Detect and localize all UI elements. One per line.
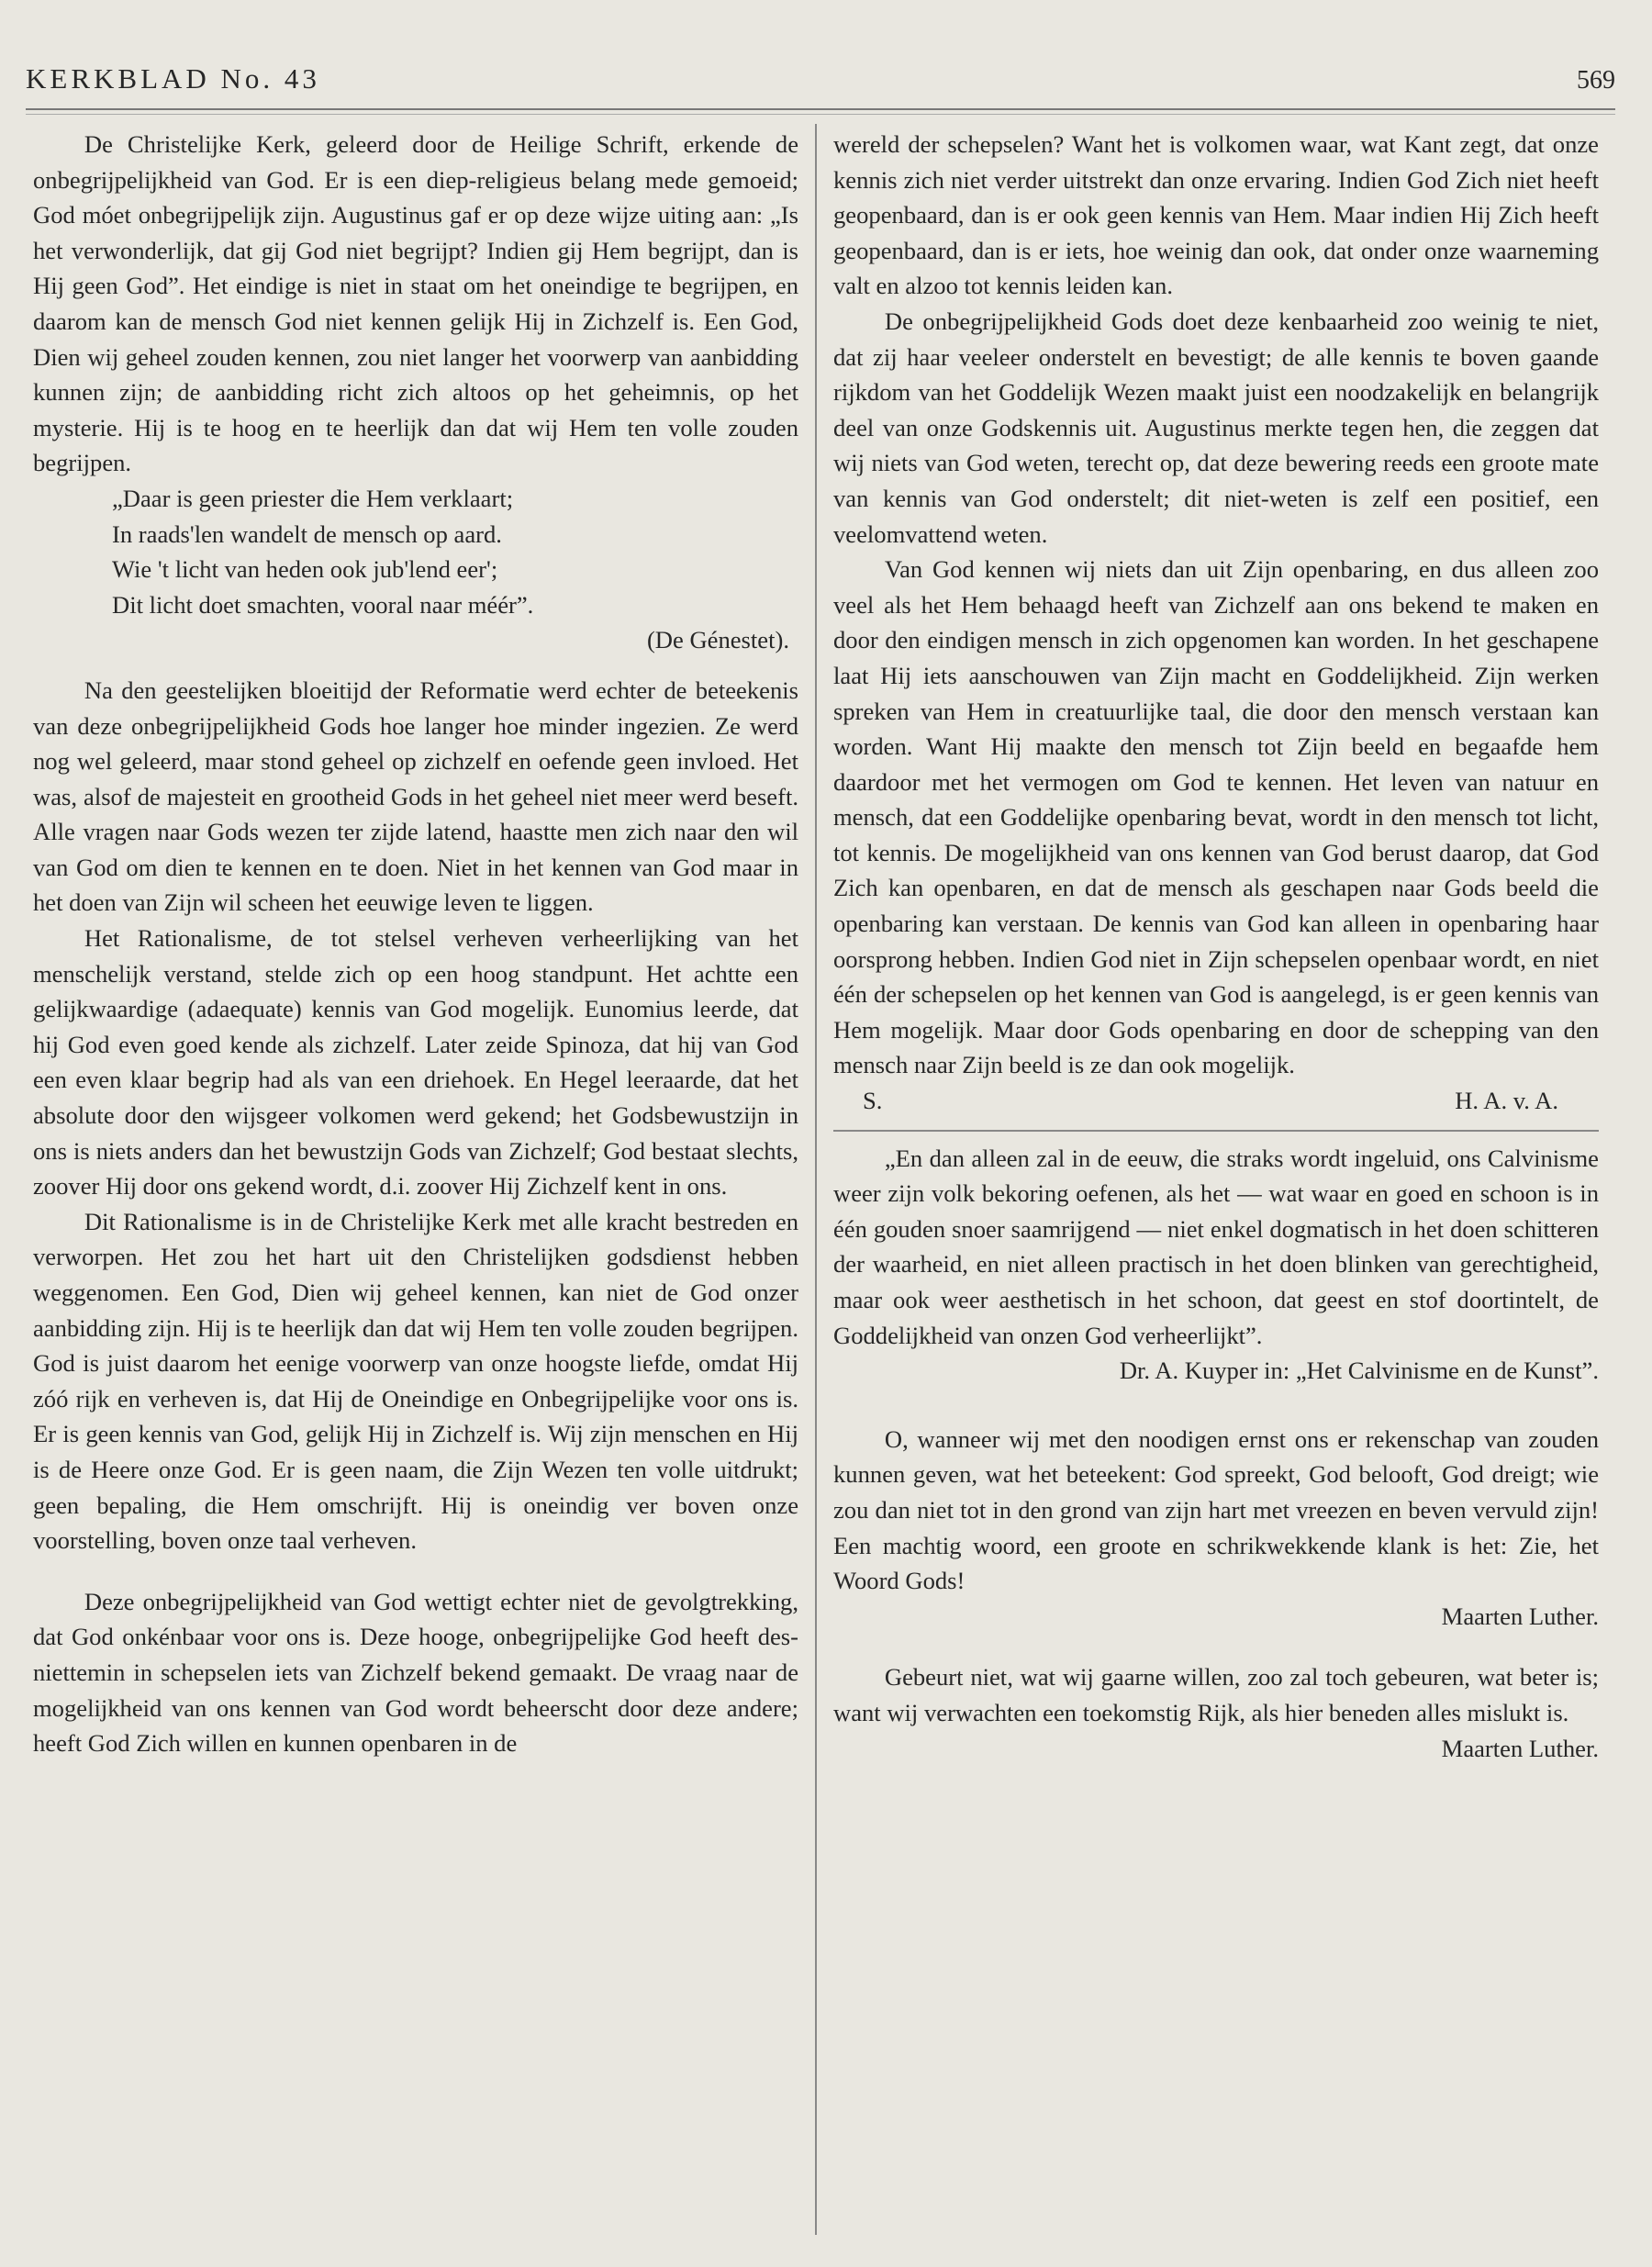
paragraph-continued: wereld der schepselen? Want het is volkomen waar, wat Kant zegt, dat onze kennis zich niet verder uitstrekt dan onze ervaring. Indien God Zich niet heeft geopenbaard, dan is er ook geen kennis van Hem. Maar indien Hij Zich heeft geopenbaard, dan is er iets, hoe weinig dan ook, dat onder onze waarneming valt en alzoo tot kennis leiden kan. <box>833 130 1599 300</box>
quote-attribution: Maarten Luther. <box>1441 1734 1599 1762</box>
right-column <box>833 127 1599 1766</box>
quote-luther: Gebeurt niet, wat wij gaarne willen, zoo zal toch gebeuren, wat beter is; want wij verwachten een toekomstig Rijk, als hier beneden alles mislukt is. <box>833 1663 1599 1726</box>
paragraph: De onbegrijpelijkheid Gods doet deze kenbaarheid zoo weinig te niet, dat zij haar veeleer onderstelt en bevestigt; de alle kennis te boven gaande rijkdom van het Goddelijk Wezen maakt juist een noodzakelijk en belangrijk deel van onze Godskennis uit. Augustinus merkte tegen hen, die zeggen dat wij niets van God weten, terecht op, dat deze bewering reeds een groote mate van kennis van God onderstelt; dit niet-weten is zelf een positief, een veelomvattend weten. <box>833 307 1599 548</box>
column-divider <box>815 124 817 2235</box>
page-number: 569 <box>1577 66 1615 95</box>
quote-kuyper: „En dan alleen zal in de eeuw, die straks wordt ingeluid, ons Calvinisme weer zijn volk bekoring oefenen, als het — wat waar en goed en schoon is in één gouden snoer saamrijgend — niet enkel dogmatisch in het doen schitteren der waarheid, en niet alleen practisch in het doen blinken van gerechtigheid, maar ook weer aesthetisch in het schoon, dat geest en stof doortintelt, de Goddelijkheid van onzen God verheerlijkt”. <box>833 1144 1599 1349</box>
poem-citation: (De Génestet). <box>646 626 789 654</box>
article-signature <box>833 1083 1599 1119</box>
poem-line: In raads'len wandelt de mensch op aard. <box>112 519 502 548</box>
poem-quote <box>112 481 798 622</box>
signature-initial: S. <box>863 1087 883 1115</box>
quote-luther: O, wanneer wij met den noodigen ernst ons er rekenschap van zouden kunnen geven, wat het beteekent: God spreekt, God belooft, God dreigt; wie zou dan niet tot in den grond van zijn hart met vreezen en beven vervuld zijn! Een machtig woord, een groote en schrikwekkende klank is het: Zie, het Woord Gods! <box>833 1424 1599 1595</box>
page-header <box>26 57 1615 103</box>
header-rule-thin <box>26 114 1615 115</box>
paragraph: De Christelijke Kerk, geleerd door de Heilige Schrift, erkende de onbegrijpelijkheid van God. Er is een diep-religieus belang mede gemoeid; God móet onbegrijpelijk zijn. Augustinus gaf er op deze wijze uiting aan: „Is het verwonderlijk, dat gij God niet begrijpt? Indien gij Hem begrijpt, dan is Hij geen God”. Het eindige is niet in staat om het oneindige te begrijpen, en daarom kan de mensch God niet kennen gelijk Hij in Zichzelf is. Een God, Dien wij geheel zouden kennen, zou niet langer het voorwerp van aanbidding kunnen zijn; de aanbidding richt zich altoos op het geheimnis, op het mysterie. Hij is te hoog en te heerlijk dan dat wij Hem ten volle zouden begrijpen. <box>33 130 798 477</box>
publication-title: KERKBLAD No. 43 <box>26 62 320 95</box>
quote-attribution: Dr. A. Kuyper in: „Het Calvinisme en de Kunst”. <box>1119 1357 1599 1385</box>
paragraph: Dit Rationalisme is in de Christelijke Kerk met alle kracht bestreden en verworpen. Het zou het hart uit den Christelijken godsdienst hebben weggenomen. Een God, Dien wij geheel kennen, kan niet de God onzer aanbidding zijn. Hij is te heerlijk dan dat wij Hem ten volle zouden begrijpen. God is juist daarom het eenige voorwerp van onze hoogste liefde, omdat Hij zóó rijk en verheven is, dat Hij de Oneindige en Onbegrijpelijke voor ons is. Er is geen kennis van God, gelijk Hij in Zichzelf is. Wij zijn menschen en Hij is de Heere onze God. Er is geen naam, die Zijn Wezen ten volle uitdrukt; geen bepaling, die Hem omschrijft. Hij is oneindig ver boven onze voorstelling, boven onze taal verheven. <box>33 1207 798 1555</box>
author-initials: H. A. v. A. <box>1455 1087 1558 1115</box>
paragraph: Na den geestelijken bloeitijd der Reformatie werd echter de beteekenis van deze onbegrijpelijkheid Gods hoe langer hoe minder ingezien. Ze werd nog wel geleerd, maar stond geheel op zichzelf en oefende geen invloed. Het was, alsof de majesteit en grootheid Gods in het geheel niet meer werd beseft. Alle vragen naar Gods wezen ter zijde latend, haastte men zich naar den wil van God om dien te kennen en te doen. Niet in het kennen van God maar in het doen van Zijn wil scheen het eeuwige leven te liggen. <box>33 676 798 917</box>
poem-line: Wie 't licht van heden ook jub'lend eer'; <box>112 555 498 584</box>
poem-line: Dit licht doet smachten, vooral naar méér”. <box>112 590 534 619</box>
quote-attribution: Maarten Luther. <box>1441 1602 1599 1630</box>
section-divider <box>833 1130 1599 1132</box>
paragraph: Deze onbegrijpelijkheid van God wettigt echter niet de gevolgtrekking, dat God onkénbaar voor ons is. Deze hooge, onbegrijpelijke God heeft des-niettemin in schepselen iets van Zichzelf bekend gemaakt. De vraag naar de mogelijkheid van ons kennen van God wordt beheerscht door deze andere; heeft God Zich willen en kunnen openbaren in de <box>33 1587 798 1758</box>
header-rule <box>26 108 1615 110</box>
paragraph: Van God kennen wij niets dan uit Zijn openbaring, en dus alleen zoo veel als het Hem behaagd heeft van Zichzelf aan ons bekend te maken en door den eindigen mensch in zich opgenomen kan worden. In het geschapene laat Hij iets aanschouwen van Zijn macht en Goddelijkheid. Zijn werken spreken van Hem in creatuurlijke taal, die door den mensch verstaan kan worden. Want Hij maakte den mensch tot Zijn beeld en begaafde hem daardoor met het vermogen om God te kennen. Het leven van natuur en mensch, dat een Goddelijke openbaring bevat, wordt in den mensch tot licht, tot kennis. De mogelijkheid van ons kennen van God berust daarop, dat God Zich kan openbaren, en dat de mensch als geschapen naar Gods beeld die openbaring kan verstaan. De kennis van God kan alleen in openbaring haar oorsprong hebben. Indien God niet in Zijn schepselen openbaar wordt, en niet één der schepselen op het kennen van God is aangelegd, is er geen kennis van Hem mogelijk. Maar door Gods openbaring en door de schepping van den mensch naar Zijn beeld is ze dan ook mogelijk. <box>833 555 1599 1079</box>
paragraph: Het Rationalisme, de tot stelsel verheven verheerlijking van het menschelijk verstand, stelde zich op een hoog standpunt. Het achtte een gelijkwaardige (adaequate) kennis van God mogelijk. Eunomius leerde, dat hij God even goed kende als zichzelf. Later zeide Spinoza, dat hij van God een even klaar begrip had als van een driehoek. En Hegel leeraarde, dat het absolute door den wijsgeer volkomen werd gekend; het Godsbewustzijn in ons is niets anders dan het bewustzijn Gods van Zichzelf; God bestaat slechts, zoover Hij door ons gekend wordt, d.i. zoover Hij Zichzelf kent in ons. <box>33 924 798 1201</box>
poem-line: „Daar is geen priester die Hem verklaart; <box>112 484 514 512</box>
left-column <box>33 127 798 1761</box>
